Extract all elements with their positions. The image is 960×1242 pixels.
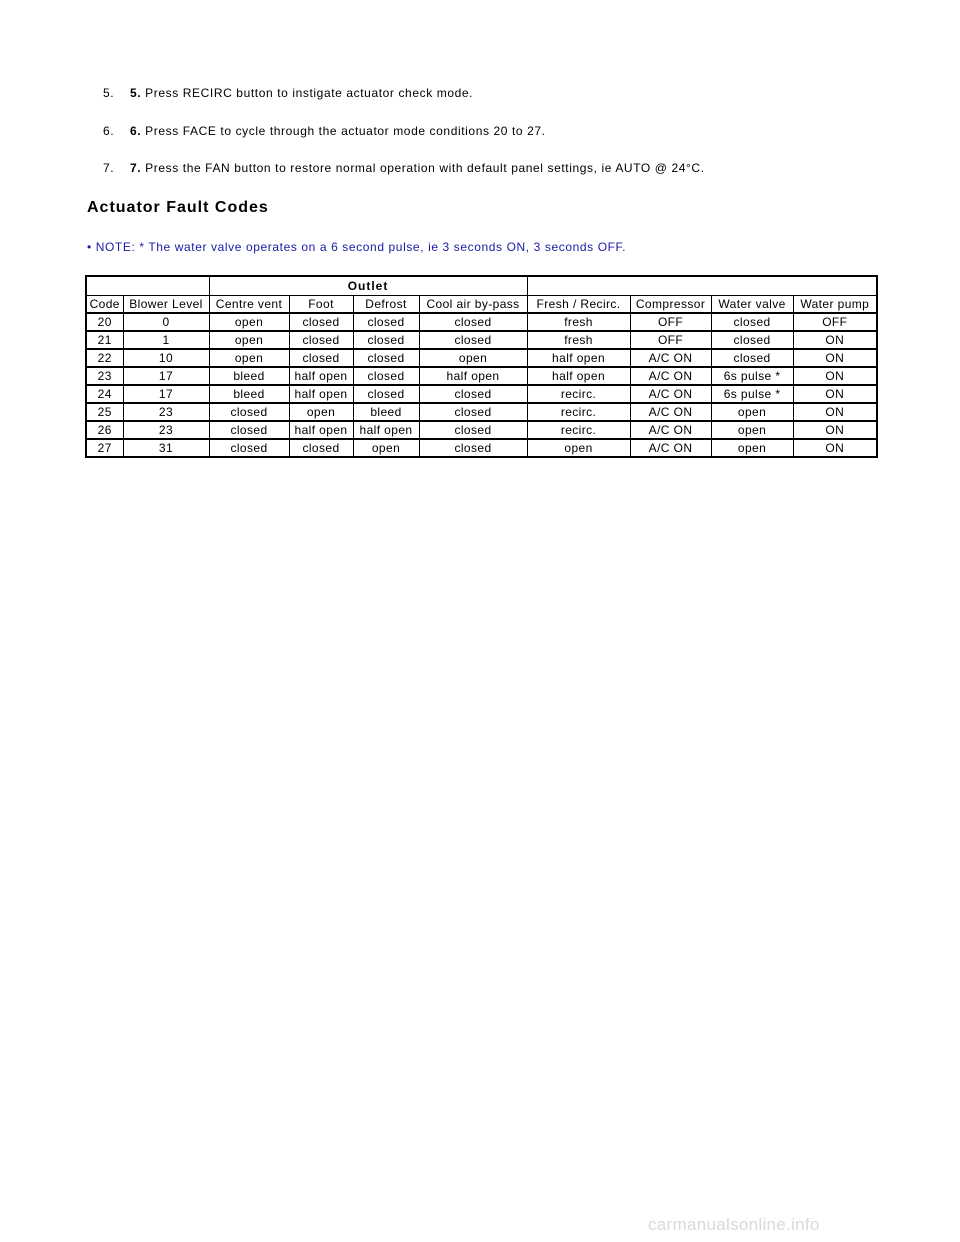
table-cell: A/C ON (630, 403, 711, 421)
table-cell: half open (419, 367, 527, 385)
step-bold-number: 6. (130, 124, 142, 138)
table-cell: A/C ON (630, 349, 711, 367)
table-cell: open (209, 349, 289, 367)
table-row (86, 385, 877, 403)
step-number: 6. (103, 124, 115, 138)
table-cell: half open (289, 367, 353, 385)
column-header: Blower Level (123, 296, 209, 314)
table-cell: open (711, 421, 793, 439)
table-group-row (86, 276, 877, 296)
table-cell: closed (353, 349, 419, 367)
table-cell: A/C ON (630, 421, 711, 439)
table-cell: half open (353, 421, 419, 439)
table-cell: 20 (86, 313, 123, 331)
table-cell: bleed (209, 367, 289, 385)
column-header: Water valve (711, 296, 793, 314)
table-cell: fresh (527, 313, 630, 331)
table-cell: 17 (123, 367, 209, 385)
step-text: Press FACE to cycle through the actuator mode conditions 20 to 27. (141, 124, 546, 138)
table-cell: open (527, 439, 630, 457)
table-cell: open (289, 403, 353, 421)
note-text: • NOTE: * The water valve operates on a 6 second pulse, ie 3 seconds ON, 3 seconds OFF. (87, 240, 627, 254)
step-7 (103, 161, 705, 175)
table-cell: recirc. (527, 421, 630, 439)
table-row (86, 313, 877, 331)
table-cell: 6s pulse * (711, 385, 793, 403)
section-heading: Actuator Fault Codes (87, 199, 269, 216)
column-header: Defrost (353, 296, 419, 314)
table-cell: ON (793, 403, 877, 421)
outlet-group-header: Outlet (209, 276, 527, 296)
step-number: 7. (103, 161, 115, 175)
column-header: Cool air by-pass (419, 296, 527, 314)
table-cell: closed (353, 367, 419, 385)
table-cell: closed (711, 349, 793, 367)
step-bold-number: 7. (130, 161, 142, 175)
table-cell: open (209, 331, 289, 349)
table-cell: closed (209, 439, 289, 457)
table-cell: 10 (123, 349, 209, 367)
step-text: Press RECIRC button to instigate actuator check mode. (141, 86, 474, 100)
table-cell: closed (209, 421, 289, 439)
table-cell: open (419, 349, 527, 367)
column-header: Fresh / Recirc. (527, 296, 630, 314)
step-5 (103, 86, 473, 100)
table-cell: A/C ON (630, 385, 711, 403)
table-cell: A/C ON (630, 367, 711, 385)
table-cell: closed (711, 331, 793, 349)
table-cell: ON (793, 367, 877, 385)
table-cell: closed (353, 313, 419, 331)
table-row (86, 349, 877, 367)
table-cell: fresh (527, 331, 630, 349)
table-cell: closed (419, 439, 527, 457)
actuator-fault-codes-table (85, 275, 878, 458)
table-cell: A/C ON (630, 439, 711, 457)
step-6 (103, 124, 546, 138)
table-cell: ON (793, 421, 877, 439)
table-cell: bleed (353, 403, 419, 421)
group-cell-empty (86, 276, 209, 296)
table-cell: 21 (86, 331, 123, 349)
step-text: Press the FAN button to restore normal operation with default panel settings, ie AUTO @ 24°C. (141, 161, 705, 175)
table-cell: open (353, 439, 419, 457)
table-cell: 23 (123, 403, 209, 421)
table-cell: 31 (123, 439, 209, 457)
table-cell: closed (419, 385, 527, 403)
table-cell: half open (527, 349, 630, 367)
table-cell: 27 (86, 439, 123, 457)
step-bold-number: 5. (130, 86, 142, 100)
table-cell: OFF (630, 313, 711, 331)
table-cell: 25 (86, 403, 123, 421)
table-cell: OFF (630, 331, 711, 349)
table-cell: 1 (123, 331, 209, 349)
table-cell: bleed (209, 385, 289, 403)
table-row (86, 403, 877, 421)
table-header-row (86, 296, 877, 314)
column-header: Foot (289, 296, 353, 314)
table-cell: 23 (123, 421, 209, 439)
table-cell: open (711, 439, 793, 457)
group-cell-empty (527, 276, 877, 296)
table-cell: closed (419, 403, 527, 421)
table-row (86, 331, 877, 349)
table-cell: closed (419, 313, 527, 331)
table-cell: ON (793, 439, 877, 457)
table-cell: closed (289, 313, 353, 331)
table-cell: ON (793, 349, 877, 367)
column-header: Code (86, 296, 123, 314)
table-cell: half open (289, 385, 353, 403)
table-cell: ON (793, 331, 877, 349)
watermark: carmanualsonline.info (648, 1215, 820, 1234)
table-cell: 23 (86, 367, 123, 385)
table-row (86, 367, 877, 385)
table-cell: half open (289, 421, 353, 439)
table-cell: ON (793, 385, 877, 403)
table-cell: 24 (86, 385, 123, 403)
table-cell: 0 (123, 313, 209, 331)
table-cell: open (711, 403, 793, 421)
table-cell: open (209, 313, 289, 331)
table-cell: closed (289, 331, 353, 349)
column-header: Water pump (793, 296, 877, 314)
step-number: 5. (103, 86, 115, 100)
table-cell: closed (289, 349, 353, 367)
table-cell: closed (419, 331, 527, 349)
table-cell: 17 (123, 385, 209, 403)
table-cell: 6s pulse * (711, 367, 793, 385)
table-cell: half open (527, 367, 630, 385)
table-cell: closed (209, 403, 289, 421)
column-header: Compressor (630, 296, 711, 314)
table-cell: closed (289, 439, 353, 457)
table-cell: closed (419, 421, 527, 439)
table-cell: closed (353, 331, 419, 349)
table-cell: recirc. (527, 385, 630, 403)
column-header: Centre vent (209, 296, 289, 314)
table-cell: OFF (793, 313, 877, 331)
table-row (86, 421, 877, 439)
table-cell: 26 (86, 421, 123, 439)
table-cell: 22 (86, 349, 123, 367)
table-cell: recirc. (527, 403, 630, 421)
table-cell: closed (353, 385, 419, 403)
table-cell: closed (711, 313, 793, 331)
table-row (86, 439, 877, 457)
